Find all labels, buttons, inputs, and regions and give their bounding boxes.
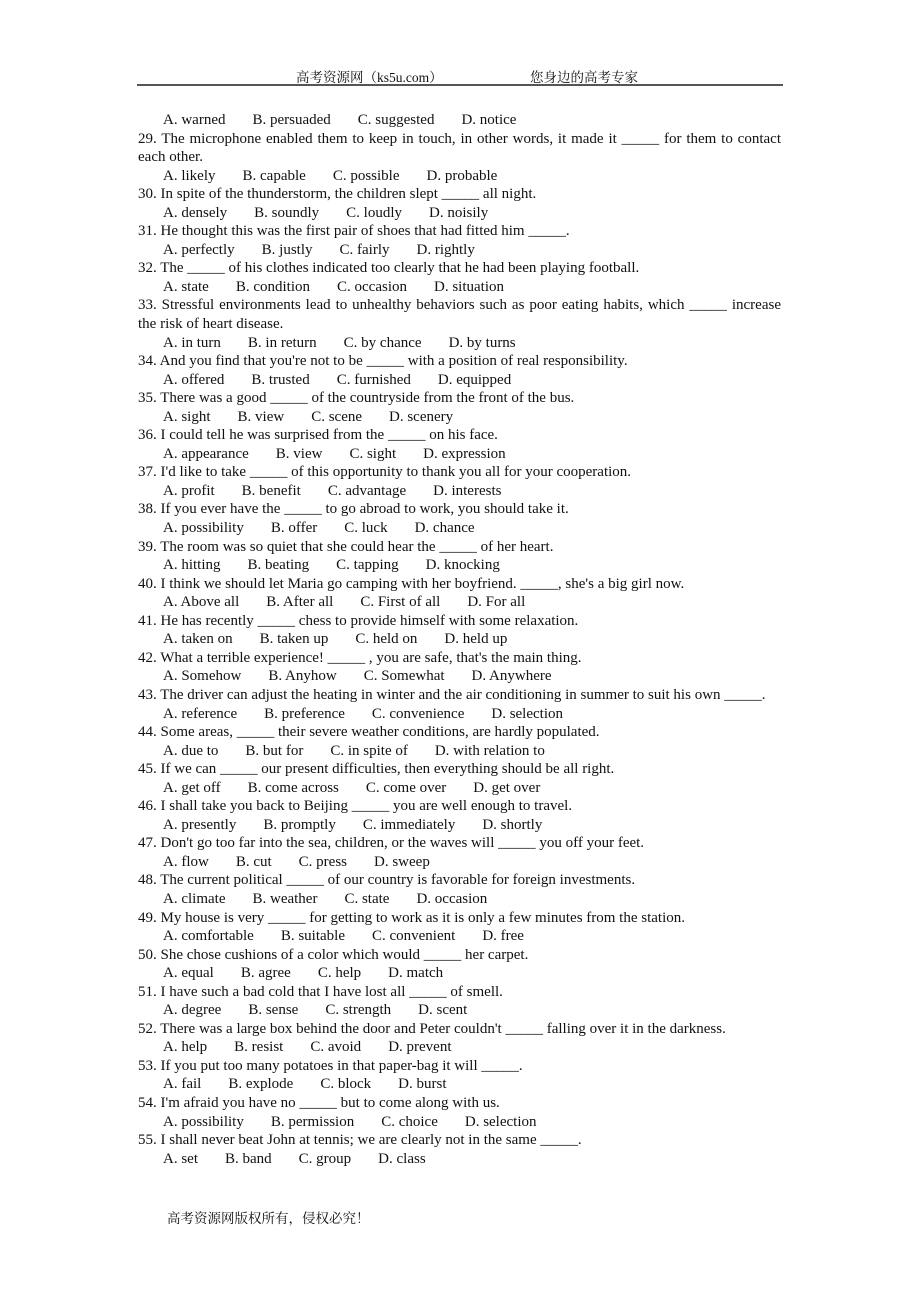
question-stem: 37. I'd like to take _____ of this opportunity to thank you all for your cooperation. [138, 464, 632, 481]
question-stem: 31. He thought this was the first pair of shoes that had fitted him _____. [138, 223, 570, 240]
option: A. help [163, 1039, 208, 1056]
option: C. immediately [362, 816, 456, 833]
question-stem: 30. In spite of the thunderstorm, the children slept _____ all night. [138, 186, 537, 203]
option: B. agree [240, 965, 291, 982]
question-item [138, 834, 781, 871]
option: A. flow [163, 853, 209, 870]
option: D. noisily [429, 204, 489, 221]
question-item [138, 352, 781, 389]
option: C. avoid [310, 1039, 362, 1056]
option: A. perfectly [163, 241, 235, 258]
option: C. in spite of [330, 742, 408, 759]
option: B. capable [242, 167, 306, 184]
option: B. but for [245, 742, 304, 759]
option: C. loudly [346, 204, 403, 221]
header-slogan: 您身边的高考专家 [530, 70, 638, 85]
question-item [138, 1094, 781, 1131]
option: C. sight [349, 445, 397, 462]
question-options [138, 705, 781, 724]
question-item [138, 389, 781, 426]
question-stem: 52. There was a large box behind the door and Peter couldn't _____ falling over it in the darkness. [138, 1020, 726, 1037]
option: C. choice [381, 1113, 438, 1130]
option: D. burst [398, 1076, 447, 1093]
option: A. appearance [163, 445, 249, 462]
question-stem: 42. What a terrible experience! _____ , you are safe, that's the main thing. [138, 649, 582, 666]
option: D. free [482, 928, 524, 945]
question-stem: 38. If you ever have the _____ to go abroad to work, you should take it. [138, 501, 569, 518]
option: A. Above all [163, 594, 240, 611]
question-options [138, 593, 781, 612]
question-options [138, 408, 781, 427]
question-options [138, 241, 781, 260]
question-options [138, 779, 781, 798]
question-item [138, 426, 781, 463]
option: A. due to [163, 742, 219, 759]
option: C. occasion [337, 278, 407, 295]
option: D. Anywhere [471, 668, 552, 685]
option: D. scent [418, 1002, 468, 1019]
question-options [138, 371, 781, 390]
option: C. First of all [360, 594, 441, 611]
question-item [138, 686, 781, 723]
question-stem: 41. He has recently _____ chess to provide himself with some relaxation. [138, 612, 579, 629]
copyright-footer: 高考资源网版权所有，侵权必究！ [167, 1211, 370, 1226]
option: B. weather [252, 890, 318, 907]
option: A. profit [163, 482, 215, 499]
option: A. hitting [163, 557, 221, 574]
option: D. get over [473, 779, 541, 796]
question-item [138, 463, 781, 500]
header-site: 高考资源网（ks5u.com） [296, 70, 443, 85]
question-item [138, 259, 781, 296]
question-options [138, 816, 781, 835]
option: D. probable [426, 167, 498, 184]
question-stem: 32. The _____ of his clothes indicated too clearly that he had been playing football. [138, 260, 640, 277]
option: A. equal [163, 965, 214, 982]
option: C. come over [365, 779, 447, 796]
option: B. resist [234, 1039, 284, 1056]
option: D. with relation to [434, 742, 545, 759]
option: B. soundly [254, 204, 320, 221]
option: C. possible [332, 167, 400, 184]
option: B. explode [228, 1076, 294, 1093]
question-item [138, 723, 781, 760]
question-stem: 46. I shall take you back to Beijing _____ you are well enough to travel. [138, 798, 573, 815]
question-options [138, 278, 781, 297]
question-item [138, 1020, 781, 1057]
option: A. offered [163, 371, 225, 388]
option: A. Somehow [163, 668, 242, 685]
question-options [138, 1150, 781, 1169]
option: A. comfortable [163, 928, 254, 945]
question-stem: 39. The room was so quiet that she could hear the _____ of her heart. [138, 538, 554, 555]
option: C. convenient [371, 928, 456, 945]
option: A. set [163, 1150, 198, 1167]
question-options [138, 1113, 781, 1132]
option: B. persuaded [252, 112, 331, 128]
question-stem: 29. The microphone enabled them to keep in touch, in other words, it made it _____ for them to contact each other. [138, 130, 781, 166]
option: A. taken on [163, 631, 233, 648]
option: D. class [378, 1150, 426, 1167]
question-item [138, 797, 781, 834]
option: D. interests [433, 482, 502, 499]
option: C. press [298, 853, 348, 870]
option: B. suitable [280, 928, 345, 945]
option: A. possibility [163, 520, 244, 537]
option: A. densely [163, 204, 228, 221]
question-stem: 36. I could tell he was surprised from the _____ on his face. [138, 427, 498, 444]
option: A. degree [163, 1002, 222, 1019]
question-stem: 45. If we can _____ our present difficulties, then everything should be all right. [138, 761, 615, 778]
page-header [0, 64, 920, 84]
option: C. luck [344, 520, 388, 537]
option: C. strength [325, 1002, 392, 1019]
question-stem: 40. I think we should let Maria go camping with her boyfriend. _____, she's a big girl now. [138, 575, 685, 592]
option: A. fail [163, 1076, 202, 1093]
option: C. convenience [371, 705, 465, 722]
question-item [138, 983, 781, 1020]
option: B. beating [247, 557, 310, 574]
option: B. condition [235, 278, 310, 295]
question-stem: 35. There was a good _____ of the countryside from the front of the bus. [138, 390, 575, 407]
option: B. justly [261, 241, 313, 258]
question-stem: 43. The driver can adjust the heating in winter and the air conditioning in summer to suit his own _____. [138, 686, 766, 703]
question-item [138, 538, 781, 575]
option: B. come across [247, 779, 339, 796]
question-options [138, 204, 781, 223]
option: D. situation [433, 278, 504, 295]
question-options [138, 1075, 781, 1094]
question-options [138, 167, 781, 186]
option: B. Anyhow [268, 668, 337, 685]
question-item [138, 296, 781, 352]
question-stem: 51. I have such a bad cold that I have lost all _____ of smell. [138, 983, 503, 1000]
question-options [138, 1001, 781, 1020]
question-stem: 55. I shall never beat John at tennis; we are clearly not in the same _____. [138, 1132, 582, 1149]
question-item [138, 185, 781, 222]
question-item [138, 649, 781, 686]
option: A. climate [163, 890, 226, 907]
option: A. possibility [163, 1113, 244, 1130]
option: A. in turn [163, 334, 221, 351]
option: C. help [317, 965, 362, 982]
question-item [138, 222, 781, 259]
option: C. fairly [339, 241, 390, 258]
option: D. prevent [388, 1039, 452, 1056]
question-stem: 34. And you find that you're not to be _____ with a position of real responsibility. [138, 353, 628, 370]
option: C. tapping [336, 557, 399, 574]
option: D. knocking [425, 557, 500, 574]
option: B. in return [247, 334, 317, 351]
option: D. scenery [389, 408, 454, 425]
option: B. band [225, 1150, 272, 1167]
question-options [138, 853, 781, 872]
option: D. sweep [374, 853, 430, 870]
option: B. view [275, 445, 323, 462]
option: D. chance [414, 520, 475, 537]
question-options [138, 667, 781, 686]
option: D. selection [491, 705, 564, 722]
question-item [138, 500, 781, 537]
option: C. scene [311, 408, 363, 425]
option: C. furnished [336, 371, 411, 388]
question-stem: 33. Stressful environments lead to unhealthy behaviors such as poor eating habits, which _____ increase the risk of heart disease. [138, 297, 781, 333]
question-list [138, 111, 781, 1168]
question-options [138, 742, 781, 761]
question-item [138, 871, 781, 908]
option: A. get off [163, 779, 221, 796]
option: D. held up [444, 631, 508, 648]
option: B. taken up [259, 631, 329, 648]
question-item [138, 130, 781, 186]
question-item [138, 909, 781, 946]
option: B. sense [248, 1002, 299, 1019]
option: D. expression [423, 445, 506, 462]
question-options [138, 890, 781, 909]
option: B. promptly [263, 816, 336, 833]
option: B. permission [270, 1113, 355, 1130]
option: C. suggested [357, 112, 435, 128]
option: D. rightly [416, 241, 475, 258]
question-stem: 50. She chose cushions of a color which would _____ her carpet. [138, 946, 529, 963]
question-options [138, 964, 781, 983]
option: B. After all [266, 594, 334, 611]
question-item [138, 760, 781, 797]
question-stem: 53. If you put too many potatoes in that paper-bag it will _____. [138, 1057, 523, 1074]
option: A. presently [163, 816, 237, 833]
question-options [138, 927, 781, 946]
option: C. block [320, 1076, 372, 1093]
question-item [138, 1057, 781, 1094]
option: B. offer [270, 520, 318, 537]
question-item [138, 575, 781, 612]
option: D. occasion [416, 890, 488, 907]
option: A. reference [163, 705, 238, 722]
option: D. selection [464, 1113, 537, 1130]
option: A. likely [163, 167, 216, 184]
option: B. preference [264, 705, 345, 722]
header-rule [137, 84, 783, 86]
question-stem: 47. Don't go too far into the sea, children, or the waves will _____ you off your feet. [138, 835, 645, 852]
option: B. benefit [241, 482, 301, 499]
question-stem: 49. My house is very _____ for getting to work as it is only a few minutes from the station. [138, 909, 686, 926]
option: B. view [237, 408, 285, 425]
option: C. held on [355, 631, 418, 648]
option: C. Somewhat [363, 668, 445, 685]
option: C. by chance [343, 334, 422, 351]
option: A. sight [163, 408, 211, 425]
question-options [138, 334, 781, 353]
question-options [138, 445, 781, 464]
option: D. by turns [448, 334, 516, 351]
question-stem: 48. The current political _____ of our country is favorable for foreign investments. [138, 872, 636, 889]
option: D. match [388, 965, 444, 982]
question-item [138, 1131, 781, 1168]
option: D. equipped [437, 371, 512, 388]
question-item [138, 612, 781, 649]
option: B. cut [235, 853, 272, 870]
question-options [138, 556, 781, 575]
option: A. warned [163, 112, 226, 128]
option: D. For all [467, 594, 526, 611]
option: C. group [298, 1150, 352, 1167]
question-stem: 54. I'm afraid you have no _____ but to come along with us. [138, 1094, 500, 1111]
option: B. trusted [251, 371, 310, 388]
question-options [138, 482, 781, 501]
option: D. notice [461, 112, 517, 128]
question-options [138, 519, 781, 538]
previous-question-options [138, 111, 781, 130]
question-stem: 44. Some areas, _____ their severe weather conditions, are hardly populated. [138, 724, 600, 741]
option: A. state [163, 278, 209, 295]
option: C. advantage [327, 482, 407, 499]
option: D. shortly [482, 816, 543, 833]
question-options [138, 630, 781, 649]
question-item [138, 946, 781, 983]
question-options [138, 1038, 781, 1057]
option: C. state [344, 890, 390, 907]
